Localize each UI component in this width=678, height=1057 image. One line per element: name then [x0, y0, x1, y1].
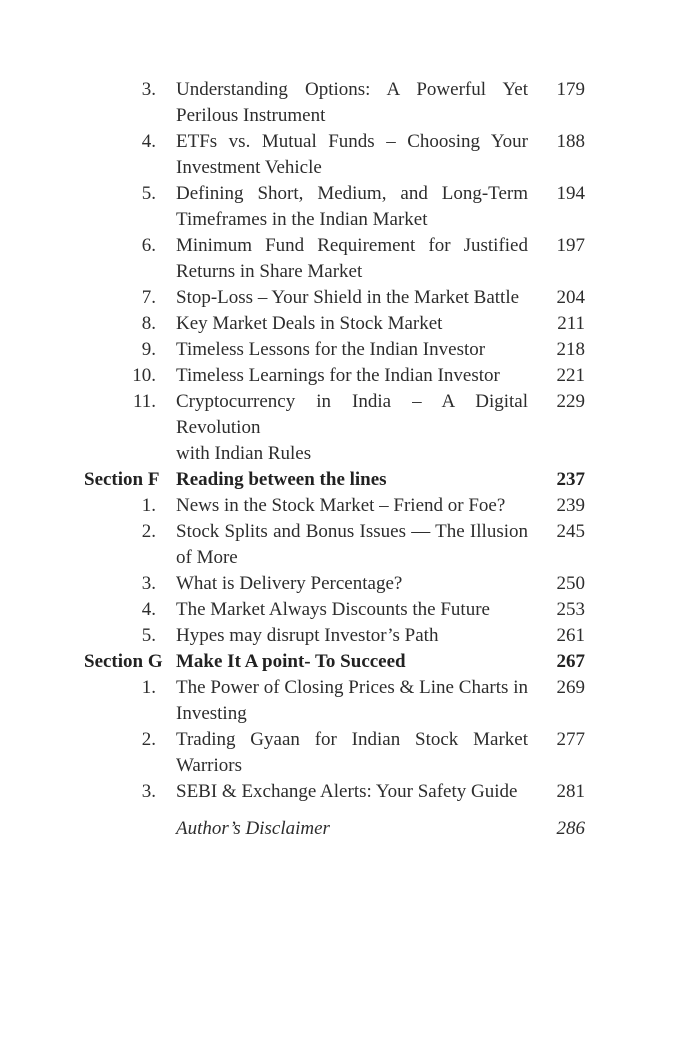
toc-row-title — [176, 675, 528, 727]
toc-row-title — [176, 181, 528, 233]
toc-row-label: 3. — [141, 573, 156, 594]
toc-title-line: Returns in Share Market — [176, 261, 363, 282]
toc-title-line: Timeless Lessons for the Indian Investor — [176, 339, 486, 360]
toc-row-label: 8. — [141, 313, 156, 334]
toc-title-line: Stop-Loss – Your Shield in the Market Battle — [176, 287, 520, 308]
toc-title-line: Timeframes in the Indian Market — [176, 209, 428, 230]
toc-row — [0, 649, 585, 675]
toc-page-number: 239 — [556, 495, 585, 516]
toc-row-title — [176, 493, 528, 519]
toc-title-line: Timeless Learnings for the Indian Investor — [176, 365, 500, 386]
toc-page-number: 250 — [556, 573, 585, 594]
toc-title-line: Minimum Fund Requirement for Justified — [176, 235, 528, 256]
toc-row-title — [176, 519, 528, 571]
toc-row — [0, 181, 585, 233]
toc-row — [0, 311, 585, 337]
toc-title-line: Understanding Options: A Powerful Yet — [176, 79, 528, 100]
toc-page-number: 221 — [556, 365, 585, 386]
toc-page-number: 179 — [556, 79, 585, 100]
toc-page-number: 261 — [556, 625, 585, 646]
toc-row-title — [176, 571, 528, 597]
toc-row-label: 9. — [141, 339, 156, 360]
toc-title-line: Key Market Deals in Stock Market — [176, 313, 443, 334]
toc-row-label: 4. — [141, 131, 156, 152]
toc-row-label: 5. — [141, 625, 156, 646]
toc-row-title — [176, 597, 528, 623]
toc-page-number: 237 — [556, 469, 585, 490]
toc-title-line: Reading between the lines — [176, 469, 387, 490]
toc-row — [0, 519, 585, 571]
toc-title-line: Author’s Disclaimer — [176, 818, 330, 839]
toc-row — [0, 623, 585, 649]
toc-page-number: 194 — [556, 183, 585, 204]
toc-row — [0, 597, 585, 623]
toc-title-line: Investing — [176, 703, 247, 724]
toc-row-title — [176, 623, 528, 649]
toc-row-label: Section G — [84, 651, 163, 672]
toc-row — [0, 389, 585, 467]
toc-row-label: 1. — [141, 677, 156, 698]
toc-row — [0, 233, 585, 285]
toc-row — [0, 779, 585, 805]
toc-page-number: 281 — [556, 781, 585, 802]
toc-row — [0, 337, 585, 363]
toc-row-label: 11. — [132, 391, 156, 412]
toc-row-label: 10. — [132, 365, 156, 386]
toc-title-line: Warriors — [176, 755, 242, 776]
toc-title-line: SEBI & Exchange Alerts: Your Safety Guide — [176, 781, 518, 802]
toc-row — [0, 727, 585, 779]
toc-row-label: Section F — [84, 469, 160, 490]
toc-page-number: 286 — [556, 818, 585, 839]
toc-row-title — [176, 727, 528, 779]
toc-title-line: The Market Always Discounts the Future — [176, 599, 490, 620]
toc-row-title — [176, 311, 528, 337]
toc-row-title — [176, 649, 528, 675]
toc-page-number: 197 — [556, 235, 585, 256]
toc-page-number: 188 — [556, 131, 585, 152]
toc-row — [0, 77, 585, 129]
toc-page-number: 277 — [556, 729, 585, 750]
toc-title-line: Perilous Instrument — [176, 105, 326, 126]
toc-page-number: 269 — [556, 677, 585, 698]
toc-row — [0, 493, 585, 519]
toc-row — [0, 129, 585, 181]
toc-title-line: of More — [176, 547, 238, 568]
toc-row-title — [176, 779, 528, 805]
toc-title-line: The Power of Closing Prices & Line Charts in — [176, 677, 528, 698]
toc-title-line: What is Delivery Percentage? — [176, 573, 403, 594]
toc-row-label: 2. — [141, 729, 156, 750]
toc-row — [0, 571, 585, 597]
toc-title-line: Stock Splits and Bonus Issues — The Illusion — [176, 521, 528, 542]
toc-title-line: Trading Gyaan for Indian Stock Market — [176, 729, 528, 750]
toc-title-line: Hypes may disrupt Investor’s Path — [176, 625, 439, 646]
toc-row-title — [176, 389, 528, 467]
toc-row-label: 6. — [141, 235, 156, 256]
toc-row-label: 3. — [141, 79, 156, 100]
toc-row-title — [176, 816, 528, 842]
toc-row-title — [176, 233, 528, 285]
toc-row-title — [176, 129, 528, 181]
toc-row-label: 3. — [141, 781, 156, 802]
toc-row — [0, 675, 585, 727]
toc-row-label: 5. — [141, 183, 156, 204]
toc-row-label: 1. — [141, 495, 156, 516]
toc-title-line: ETFs vs. Mutual Funds – Choosing Your — [176, 131, 528, 152]
toc-page-number: 204 — [556, 287, 585, 308]
toc-row-label: 2. — [141, 521, 156, 542]
toc-page-number: 245 — [556, 521, 585, 542]
toc-row-label: 7. — [141, 287, 156, 308]
toc-page-number: 267 — [556, 651, 585, 672]
toc-title-line: Investment Vehicle — [176, 157, 322, 178]
toc-title-line: with Indian Rules — [176, 443, 312, 464]
toc-row-title — [176, 363, 528, 389]
toc-row-title — [176, 77, 528, 129]
toc-row — [0, 285, 585, 311]
toc-page-number: 229 — [556, 391, 585, 412]
toc-title-line: Defining Short, Medium, and Long-Term — [176, 183, 528, 204]
toc-row — [0, 816, 585, 842]
toc-title-line: Cryptocurrency in India – A Digital Revolution — [176, 391, 528, 438]
toc-page-number: 218 — [556, 339, 585, 360]
toc-page-number: 253 — [556, 599, 585, 620]
toc-title-line: News in the Stock Market – Friend or Foe? — [176, 495, 506, 516]
toc-row-label: 4. — [141, 599, 156, 620]
toc-row — [0, 467, 585, 493]
toc-page-number: 211 — [557, 313, 585, 334]
toc-row-title — [176, 337, 528, 363]
toc-row — [0, 363, 585, 389]
toc-row-title — [176, 467, 528, 493]
toc-title-line: Make It A point- To Succeed — [176, 651, 406, 672]
toc-row-title — [176, 285, 528, 311]
